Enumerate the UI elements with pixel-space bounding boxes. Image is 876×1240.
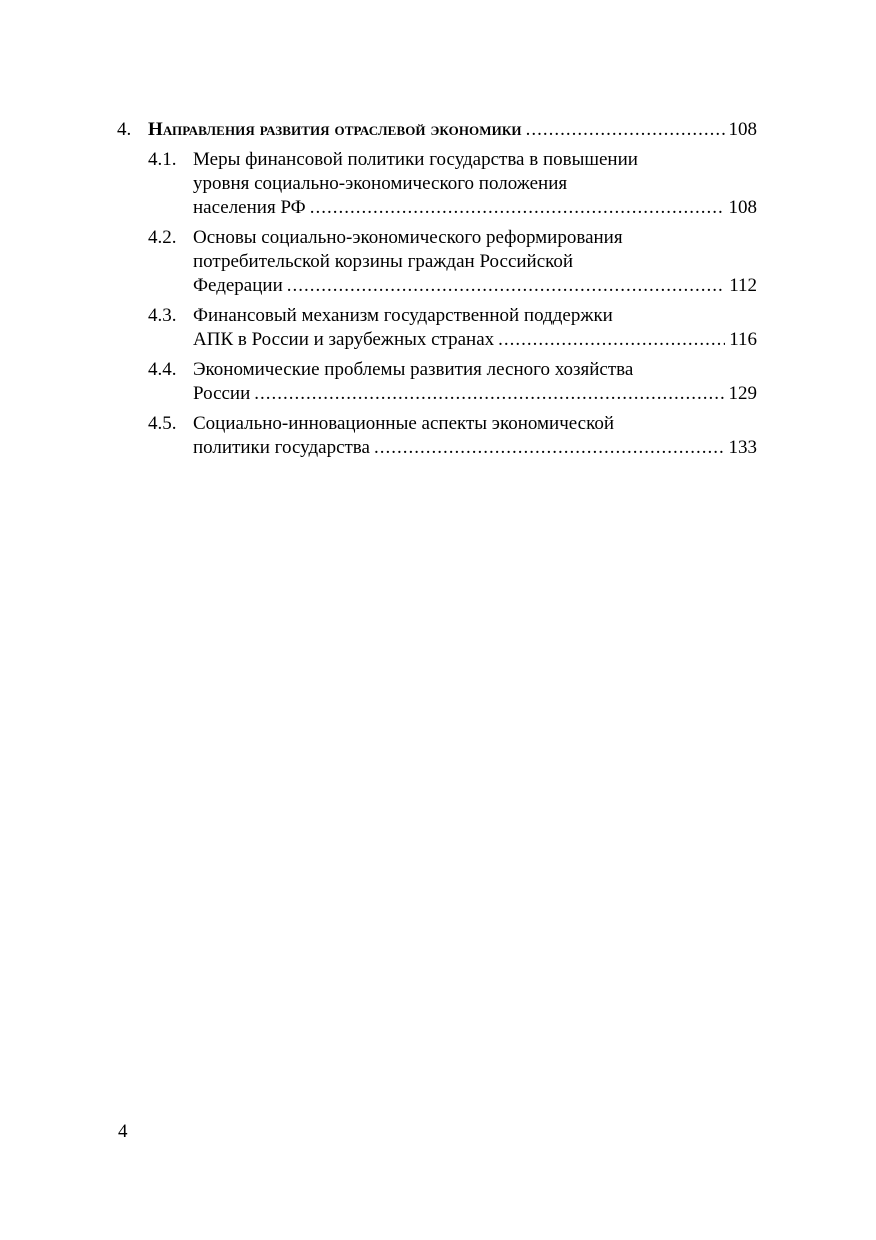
entry-number: 4.4.	[148, 359, 177, 380]
entry-number: 4.5.	[148, 413, 177, 434]
dot-leader	[498, 328, 725, 352]
entry-title-line: Социально-инновационные аспекты экономической	[193, 413, 615, 434]
entry-number: 4.1.	[148, 149, 177, 170]
dot-leader	[526, 118, 725, 142]
entry-page-number: 108	[728, 197, 757, 218]
entry-title	[193, 226, 757, 298]
entry-title-lastline	[193, 382, 757, 406]
chapter-title: Направления развития отраслевой экономики	[148, 119, 522, 140]
entry-title-line: Федерации	[193, 275, 283, 296]
entry-title-lastline	[193, 196, 757, 220]
toc-entry-4-2	[117, 226, 757, 298]
toc-chapter-4	[117, 118, 757, 142]
entry-page-number: 133	[728, 437, 757, 458]
entry-title-lastline	[193, 274, 757, 298]
entry-title-lastline	[193, 436, 757, 460]
entry-page-number: 129	[728, 383, 757, 404]
entry-title-line: Меры финансовой политики государства в повышении	[193, 149, 638, 170]
entry-number: 4.2.	[148, 227, 177, 248]
page-number: 4	[118, 1121, 128, 1142]
entry-title	[193, 412, 757, 460]
entry-title-line: населения РФ	[193, 197, 306, 218]
entry-title-line: Основы социально-экономического реформирования	[193, 227, 623, 248]
table-of-contents	[117, 118, 757, 460]
entry-title-line: Экономические проблемы развития лесного хозяйства	[193, 359, 634, 380]
entry-title-line: Финансовый механизм государственной поддержки	[193, 305, 613, 326]
entry-title	[193, 148, 757, 220]
dot-leader	[287, 274, 725, 298]
entry-title-line: политики государства	[193, 437, 370, 458]
toc-entry-4-3	[117, 304, 757, 352]
entry-number: 4.3.	[148, 305, 177, 326]
entry-title	[193, 358, 757, 406]
entry-title-lastline	[193, 328, 757, 352]
toc-entry-4-1	[117, 148, 757, 220]
entry-page-number: 112	[729, 275, 757, 296]
entry-title-line: уровня социально-экономического положения	[193, 173, 568, 194]
dot-leader	[254, 382, 724, 406]
entry-title-line: России	[193, 383, 251, 404]
entry-page-number: 116	[729, 329, 757, 350]
toc-entry-4-4	[117, 358, 757, 406]
toc-entry-4-5	[117, 412, 757, 460]
entry-title-line: АПК в России и зарубежных странах	[193, 329, 495, 350]
entry-title-line: потребительской корзины граждан Российской	[193, 251, 574, 272]
dot-leader	[310, 196, 725, 220]
entry-title	[193, 304, 757, 352]
dot-leader	[374, 436, 725, 460]
chapter-page-number: 108	[728, 119, 757, 140]
chapter-number: 4.	[117, 119, 132, 140]
